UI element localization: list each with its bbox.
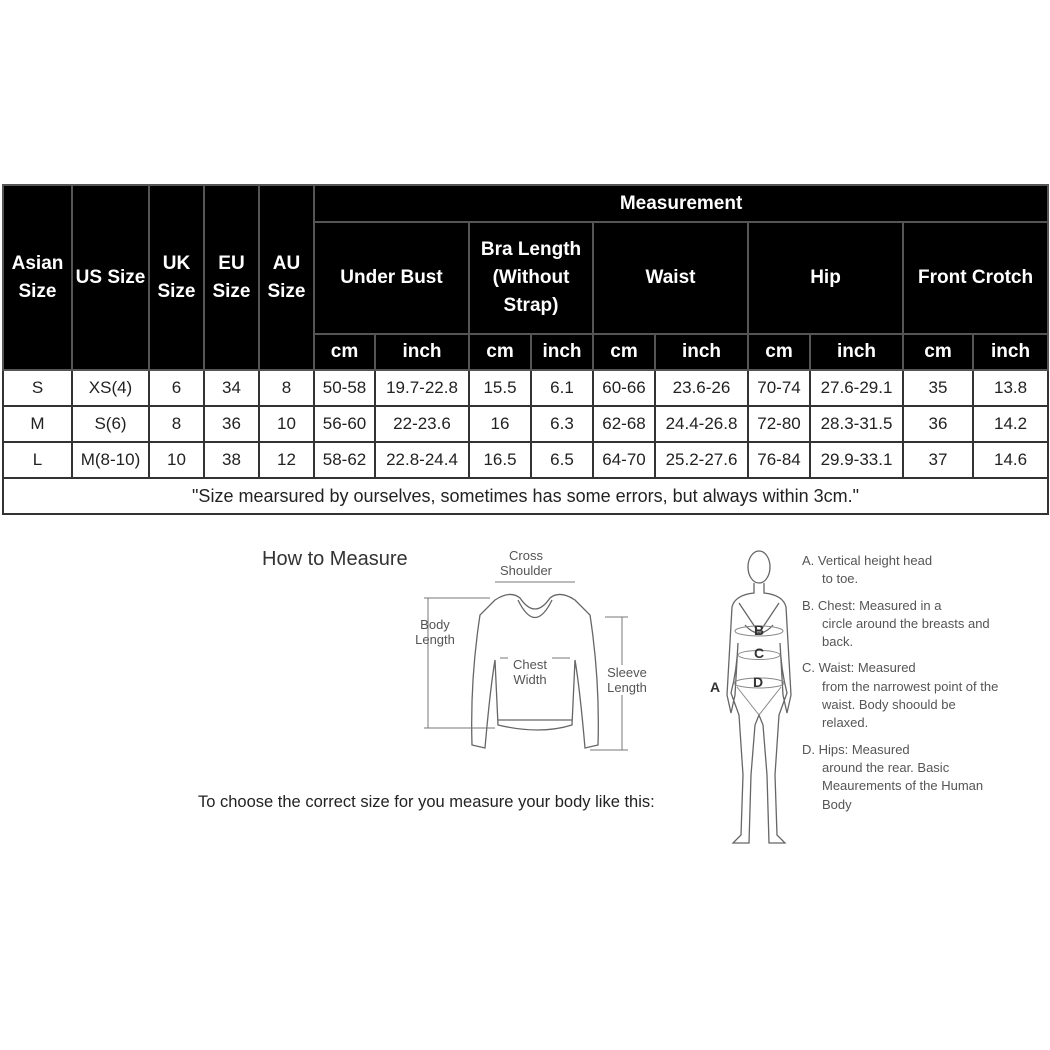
unit-inch: inch [973, 334, 1048, 370]
table-cell: 14.6 [973, 442, 1048, 478]
table-row [3, 442, 1048, 478]
table-cell: 16.5 [469, 442, 531, 478]
table-cell: 10 [259, 406, 314, 442]
note-b [802, 597, 1002, 652]
table-cell: L [3, 442, 72, 478]
table-cell: M(8-10) [72, 442, 149, 478]
header-asian-size: Asian Size [3, 185, 72, 370]
table-cell: S(6) [72, 406, 149, 442]
table-cell: 15.5 [469, 370, 531, 406]
label-letter-d: D [753, 674, 764, 690]
header-eu-size: EU Size [204, 185, 259, 370]
label-body-length: Body Length [415, 617, 455, 647]
label-chest-width: Chest Width [508, 657, 552, 687]
table-cell: 60-66 [593, 370, 655, 406]
label-letter-a: A [710, 679, 721, 695]
header-uk-size: UK Size [149, 185, 204, 370]
unit-inch: inch [375, 334, 469, 370]
note-c [802, 659, 1002, 732]
body-figure [715, 545, 800, 850]
table-cell: 22-23.6 [375, 406, 469, 442]
size-chart-table [2, 184, 1049, 515]
table-cell: 22.8-24.4 [375, 442, 469, 478]
label-cross-shoulder: Cross Shoulder [499, 548, 553, 578]
label-letter-b: B [754, 622, 765, 638]
unit-inch: inch [531, 334, 593, 370]
note-b-lead: B. Chest: Measured in a [802, 597, 942, 613]
table-cell: 28.3-31.5 [810, 406, 903, 442]
header-measurement: Measurement [314, 185, 1048, 222]
table-cell: 19.7-22.8 [375, 370, 469, 406]
measure-instruction: To choose the correct size for you measure your body like this: [198, 793, 655, 811]
table-cell: 6.1 [531, 370, 593, 406]
table-cell: 6.5 [531, 442, 593, 478]
table-cell: 35 [903, 370, 973, 406]
unit-cm: cm [314, 334, 375, 370]
table-cell: 76-84 [748, 442, 810, 478]
table-cell: 50-58 [314, 370, 375, 406]
table-cell: 62-68 [593, 406, 655, 442]
measure-notes [802, 552, 1002, 822]
table-cell: 24.4-26.8 [655, 406, 748, 442]
table-cell: 70-74 [748, 370, 810, 406]
table-cell: 10 [149, 442, 204, 478]
unit-inch: inch [810, 334, 903, 370]
header-waist: Waist [593, 222, 748, 334]
note-b-rest: circle around the breasts and back. [822, 615, 990, 650]
table-cell: 36 [204, 406, 259, 442]
unit-cm: cm [469, 334, 531, 370]
table-cell: 6.3 [531, 406, 593, 442]
table-cell: 34 [204, 370, 259, 406]
table-cell: XS(4) [72, 370, 149, 406]
header-under-bust: Under Bust [314, 222, 469, 334]
header-us-size: US Size [72, 185, 149, 370]
table-cell: 58-62 [314, 442, 375, 478]
note-d-lead: D. Hips: Measured [802, 741, 910, 757]
label-letter-c: C [754, 645, 765, 661]
unit-inch: inch [655, 334, 748, 370]
unit-cm: cm [593, 334, 655, 370]
table-cell: 6 [149, 370, 204, 406]
note-a-lead: A. Vertical height head [802, 553, 933, 568]
table-cell: 16 [469, 406, 531, 442]
table-cell: 8 [259, 370, 314, 406]
table-cell: 27.6-29.1 [810, 370, 903, 406]
table-cell: S [3, 370, 72, 406]
note-a [802, 552, 1002, 589]
table-cell: 8 [149, 406, 204, 442]
measurement-note: "Size mearsured by ourselves, sometimes has some errors, but always within 3cm." [3, 478, 1048, 514]
note-a-rest: to toe. [822, 571, 859, 587]
table-cell: 23.6-26 [655, 370, 748, 406]
note-d-rest: around the rear. Basic Meaurements of the Human Body [822, 759, 984, 812]
header-au-size: AU Size [259, 185, 314, 370]
table-cell: M [3, 406, 72, 442]
table-cell: 56-60 [314, 406, 375, 442]
header-front-crotch: Front Crotch [903, 222, 1048, 334]
table-cell: 64-70 [593, 442, 655, 478]
table-cell: 13.8 [973, 370, 1048, 406]
unit-cm: cm [748, 334, 810, 370]
table-cell: 25.2-27.6 [655, 442, 748, 478]
table-cell: 38 [204, 442, 259, 478]
table-cell: 37 [903, 442, 973, 478]
note-c-lead: C. Waist: Measured [802, 660, 916, 676]
label-sleeve-length: Sleeve Length [600, 665, 654, 695]
table-cell: 36 [903, 406, 973, 442]
unit-cm: cm [903, 334, 973, 370]
how-to-measure-title: How to Measure [262, 548, 408, 570]
note-c-rest: from the narrowest point of the waist. Body shoould be relaxed. [822, 678, 999, 731]
table-row [3, 406, 1048, 442]
table-cell: 29.9-33.1 [810, 442, 903, 478]
table-cell: 72-80 [748, 406, 810, 442]
header-bra-length: Bra Length (Without Strap) [469, 222, 593, 334]
table-row [3, 370, 1048, 406]
header-hip: Hip [748, 222, 903, 334]
table-cell: 12 [259, 442, 314, 478]
note-d [802, 741, 1002, 814]
table-cell: 14.2 [973, 406, 1048, 442]
